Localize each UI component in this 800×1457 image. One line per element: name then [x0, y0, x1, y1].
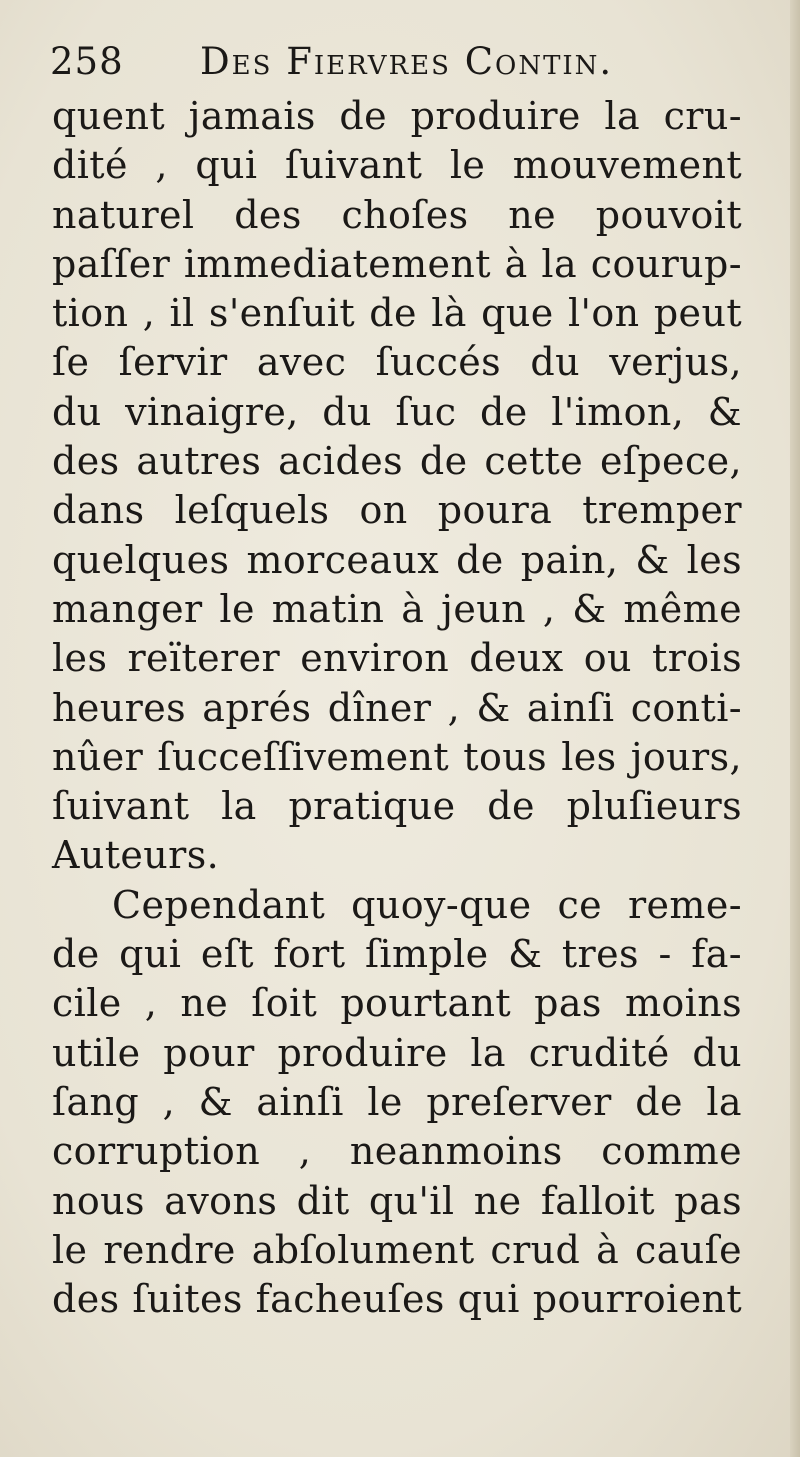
text-line: le rendre abſolument crud à cauſe [52, 1227, 742, 1272]
text-line: naturel des choſes ne pouvoit [52, 192, 742, 237]
text-line: des autres acides de cette eſpece, [52, 439, 742, 484]
text-line: nous avons dit qu'il ne falloit pas [52, 1178, 742, 1223]
running-title: Des Fiervres Contin. [200, 40, 614, 83]
text-line: manger le matin à jeun , & même [52, 586, 742, 631]
paragraph-start-line: Cependant quoy-que ce reme- [112, 882, 742, 927]
text-line: du vinaigre, du ſuc de l'imon, & [52, 389, 742, 434]
text-line: quelques morceaux de pain, & les [52, 537, 742, 582]
text-line: les reïterer environ deux ou trois [52, 636, 742, 681]
text-line: de qui eſt fort ſimple & tres - fa- [52, 932, 742, 977]
page-header [50, 40, 750, 92]
text-line: cile , ne ſoit pourtant pas moins [52, 981, 742, 1026]
text-line: corruption , neanmoins comme [52, 1129, 742, 1174]
text-line: des ſuites facheuſes qui pourroient [52, 1277, 742, 1322]
text-line: quent jamais de produire la cru- [52, 94, 742, 138]
text-line: ſuivant la pratique de pluſieurs [52, 784, 742, 829]
text-line: paſſer immediatement à la courup- [52, 241, 742, 286]
paragraph-end-line: Auteurs. [52, 833, 220, 878]
text-line: ſe ſervir avec ſuccés du verjus, [52, 340, 742, 385]
text-line: nûer ſucceſſivement tous les jours, [52, 734, 742, 779]
body-text [52, 92, 742, 1324]
text-line: utile pour produire la crudité du [52, 1030, 742, 1075]
text-line: ſang , & ainſi le preſerver de la [52, 1079, 742, 1124]
page-edge [790, 0, 800, 1457]
text-line: dité , qui ſuivant le mouvement [52, 143, 742, 188]
page-number: 258 [50, 40, 124, 83]
text-line: heures aprés dîner , & ainſi conti- [52, 685, 742, 730]
text-line: dans leſquels on poura tremper [52, 488, 742, 533]
text-line: tion , il s'enſuit de là que l'on peut [52, 291, 742, 336]
